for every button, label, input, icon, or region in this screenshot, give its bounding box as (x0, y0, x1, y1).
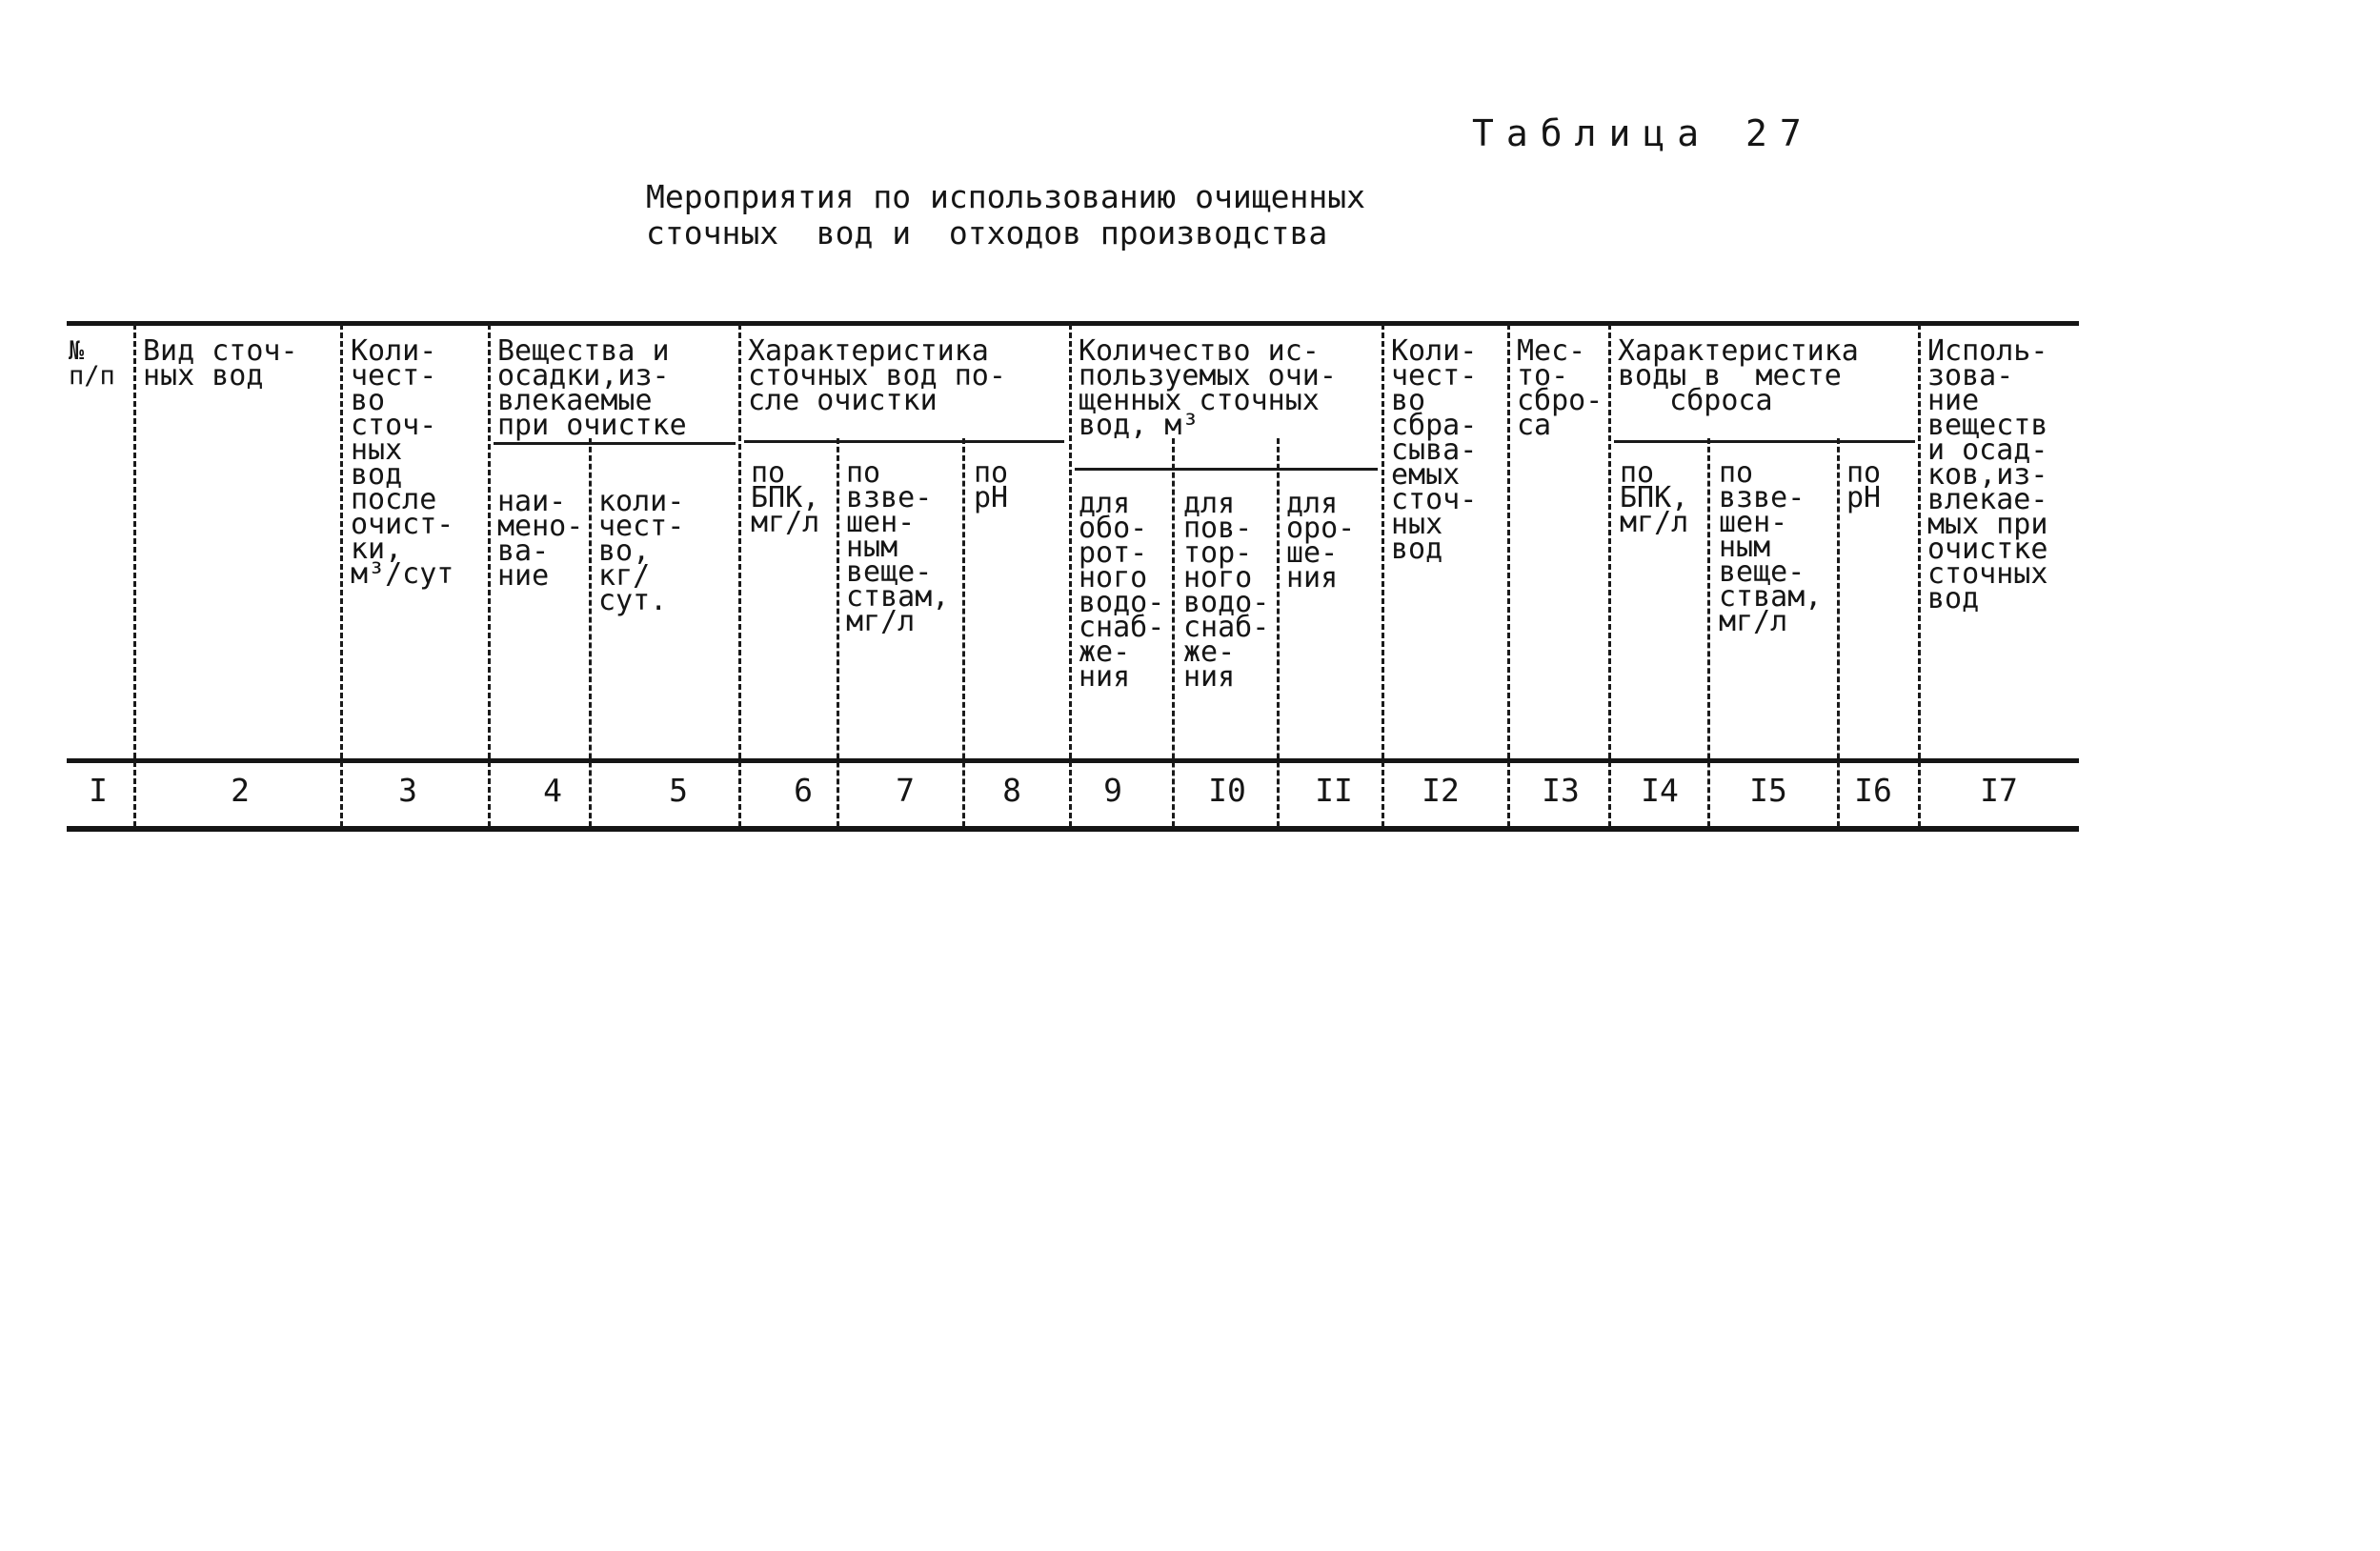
header-col-11: для оро- ше- ния (1286, 487, 1356, 594)
header-col-13: Мес- то- сбро- са (1517, 334, 1603, 442)
header-col-7: по взве- шен- ным веще- ствам, мг/л (846, 456, 950, 638)
group-underline (1614, 440, 1915, 443)
caption-line-2: сточных вод и отходов производства (646, 214, 1328, 252)
column-divider (1277, 438, 1280, 827)
header-col-14: по БПК, мг/л (1620, 456, 1689, 539)
caption-line-1: Мероприятия по использованию очищенных (646, 178, 1365, 215)
column-divider (837, 438, 839, 827)
column-divider (738, 324, 741, 827)
group-underline (744, 440, 1064, 443)
header-col-9: для обо- рот- ного водо- снаб- же- ния (1079, 487, 1165, 694)
header-group-4-5: Вещества и осадки,из- влекаемые при очистке (497, 334, 687, 442)
column-divider (488, 324, 491, 827)
header-col-5: коли- чест- во, кг/ сут. (598, 485, 685, 617)
header-col-15: по взве- шен- ным веще- ствам, мг/л (1719, 456, 1823, 638)
column-divider (589, 438, 592, 827)
header-col-2: Вид сточ- ных вод (143, 334, 298, 393)
column-divider (962, 438, 965, 827)
group-underline (494, 442, 736, 445)
header-col-12: Коли- чест- во сбра- сыва- емых сточ- ных вод (1391, 334, 1478, 566)
header-col-16: по pH (1846, 456, 1882, 514)
header-group-9-11: Количество ис- пользуемых очи- щенных сточных вод, м³ (1079, 334, 1337, 442)
column-divider (1608, 324, 1611, 827)
header-group-14-16: Характеристика воды в месте сброса (1618, 334, 1859, 417)
column-divider (1382, 324, 1384, 827)
column-divider (340, 324, 343, 827)
header-col-3: Коли- чест- во сточ- ных вод после очист- ки, м³/сут (351, 334, 454, 591)
table-label: Таблица 27 (1472, 112, 1814, 154)
column-divider (1707, 438, 1710, 827)
header-group-6-8: Характеристика сточных вод по- сле очистки (748, 334, 1006, 417)
header-col-10: для пов- тор- ного водо- снаб- же- ния (1183, 487, 1270, 694)
column-divider (1069, 324, 1072, 827)
column-divider (133, 324, 136, 827)
header-col-6: по БПК, мг/л (751, 456, 820, 539)
table-caption (646, 179, 1365, 252)
column-divider (1918, 324, 1921, 827)
column-divider (1837, 438, 1840, 827)
header-col-1: № п/п (69, 336, 115, 391)
group-underline (1075, 468, 1378, 471)
header-col-4: наи- мено- ва- ние (497, 485, 584, 593)
table-header-bottom-rule (67, 758, 2079, 763)
header-col-17: Исполь- зова- ние веществ и осад- ков,из- влекае- мых при очистке сточных вод (1927, 334, 2048, 615)
table-bottom-rule (67, 826, 2079, 832)
header-col-8: по pH (974, 456, 1009, 514)
table-top-rule (67, 321, 2079, 326)
column-divider (1172, 438, 1175, 827)
column-divider (1507, 324, 1510, 827)
